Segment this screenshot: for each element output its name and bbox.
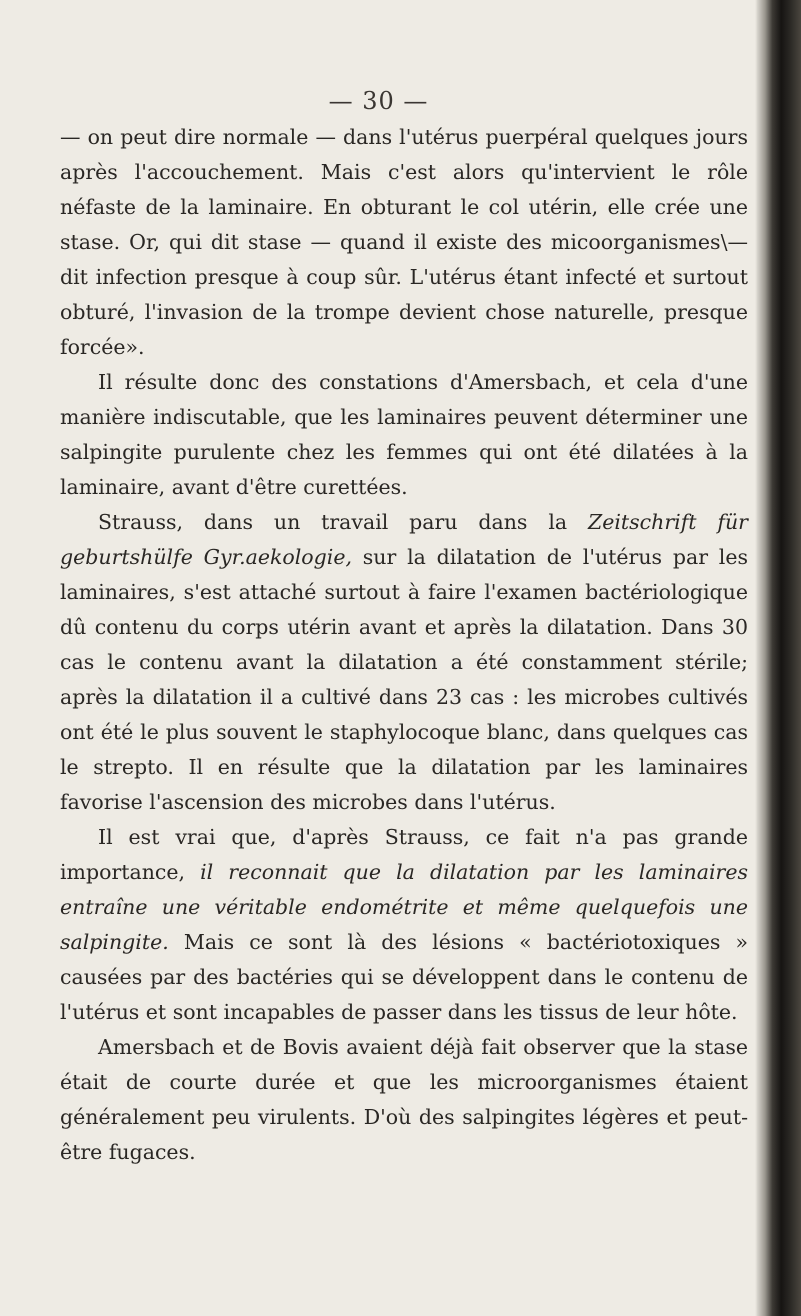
paragraph-text: Amersbach et de Bovis avaient déjà fait observer que la stase était de courte durée et que les microorganismes étaient généralement peu virulents. D'où des salpingites légères et peut-être fugaces. [60, 1035, 748, 1164]
italic-text: il reconnait que la dilatation par les laminaires entraîne une véritable endométrite et même quelquefois une salpingite. [60, 860, 748, 954]
paragraph [60, 505, 748, 820]
paragraph [60, 820, 748, 1030]
paragraph-text: sur la dilatation de l'utérus par les laminaires, s'est attaché surtout à faire l'examen bactériologique dû contenu du corps utérin avant et après la dilatation. Dans 30 cas le contenu avant la dilatation a été constamment stérile; après la dilatation il a cultivé dans 23 cas : les microbes cultivés ont été le plus souvent le staphylocoque blanc, dans quelques cas le strepto. Il en résulte que la dilatation par les laminaires favorise l'ascension des microbes dans l'utérus. [60, 545, 748, 814]
paragraph-text: — on peut dire normale — dans l'utérus puerpéral quelques jours après l'accouchement. Mais c'est alors qu'intervient le rôle néfaste de la laminaire. En obturant le col utérin, elle crée une stase. Or, qui dit stase — quand il existe des micoorganismes\— dit infection presque à coup sûr. L'utérus étant infecté et surtout obturé, l'invasion de la trompe devient chose naturelle, presque forcée». [60, 125, 748, 359]
body-text [60, 120, 748, 1170]
paragraph [60, 1030, 748, 1170]
paragraph [60, 120, 748, 365]
paragraph-text: Strauss, dans un travail paru dans la [98, 510, 588, 534]
paragraph-text: Il résulte donc des constations d'Amersbach, et cela d'une manière indiscutable, que les laminaires peuvent déterminer une salpingite purulente chez les femmes qui ont été dilatées à la laminaire, avant d'être curettées. [60, 370, 748, 499]
paragraph-text: Mais ce sont là des lésions « bactériotoxiques » causées par des bactéries qui se développent dans le contenu de l'utérus et sont incapables de passer dans les tissus de leur hôte. [60, 930, 748, 1024]
book-spine [757, 0, 801, 1316]
paragraph-text: Il est vrai que, d'après Strauss, ce fait n'a pas grande importance, [60, 825, 748, 884]
paragraph [60, 365, 748, 505]
italic-text: Zeitschrift für geburtshülfe Gyr.aekologie, [60, 510, 748, 569]
page-number: — 30 — [328, 87, 429, 115]
